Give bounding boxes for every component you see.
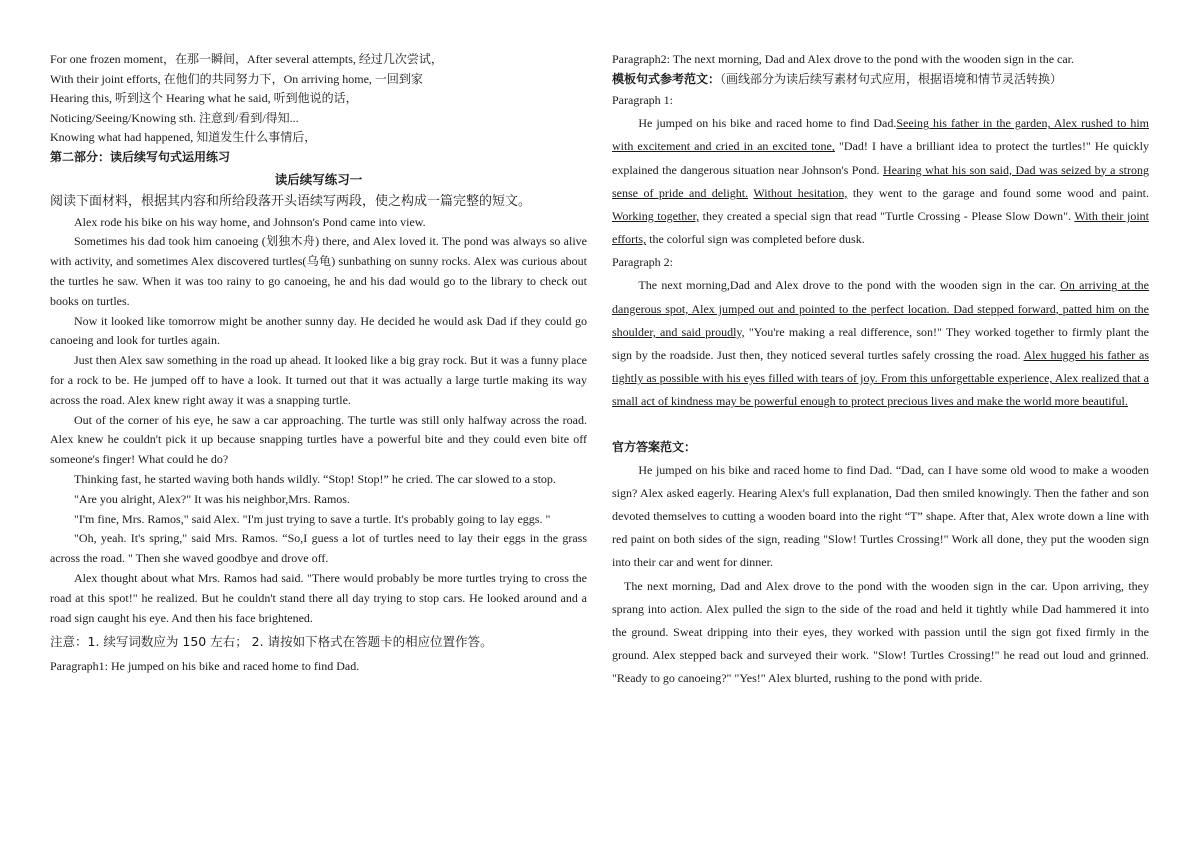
story-paragraph: Now it looked like tomorrow might be another sunny day. He decided he would ask Dad if they could go canoeing and look for turtles again.: [50, 313, 587, 348]
part-two-heading: 第二部分：读后续写句式运用练习: [50, 149, 231, 164]
text-segment: they went to the garage and found some wood and paint.: [847, 185, 1149, 200]
underlined-phrase: Without hesitation,: [753, 185, 848, 200]
left-column: [50, 50, 587, 677]
story-paragraph: Out of the corner of his eye, he saw a car approaching. The turtle was still only halfway across the road. Alex knew he couldn't pick it up because snapping turtles have a powerful bite and they could even bite off someone's finger! What could he do?: [50, 412, 587, 467]
text-segment: He jumped on his bike and raced home to find Dad.: [638, 116, 897, 131]
template-note: （画线部分为读后续写素材句式应用，根据语境和情节灵活转换）: [720, 71, 1063, 86]
phrase-line: For one frozen moment，在那一瞬间，After several attempts, 经过几次尝试，: [50, 52, 443, 66]
story-paragraph: Sometimes his dad took him canoeing (划独木舟) there, and Alex loved it. The pond was always so alive with activity, and sometimes Alex discovered turtles(乌龟) sunbathing on sunny rocks. Alex was curious about the turtles he saw. When it was too rainy to go canoeing, he and his dad would go to the library to check out books on turtles.: [50, 234, 587, 308]
paragraph1-prompt: Paragraph1: He jumped on his bike and raced home to find Dad.: [50, 659, 360, 674]
paragraph1-label: Paragraph 1:: [612, 93, 673, 108]
story-paragraph: "Are you alright, Alex?" It was his neighbor,Mrs. Ramos.: [74, 491, 350, 506]
underlined-phrase: Seeing his father in the garden, Alex rushed to him with excitement and cried in an excited tone,: [612, 116, 1149, 154]
story-paragraph: "Oh, yeah. It's spring," said Mrs. Ramos. “So,I guess a lot of turtles need to lay their eggs in the grass across the road. " Then she waved goodbye and drove off.: [50, 531, 587, 566]
phrase-line: Noticing/Seeing/Knowing sth. 注意到/看到/得知...: [50, 110, 299, 125]
template-paragraph-2: [612, 274, 1149, 413]
underlined-phrase: Alex hugged his father as tightly as possible with his eyes filled with tears of joy. From this unforgettable experience, Alex realized that a small act of kindness may be powerful enough to protect precious lives and make the world more beautiful.: [612, 348, 1149, 409]
paragraph2-label: Paragraph 2:: [612, 255, 673, 270]
underlined-phrase: On arriving at the dangerous spot, Alex jumped out and pointed to the perfect location. Dad stepped forward, patted him on the shoulder, and said proudly,: [612, 278, 1149, 339]
paragraph2-prompt: Paragraph2: The next morning, Dad and Alex drove to the pond with the wooden sign in the car.: [612, 52, 1075, 66]
official-paragraph: The next morning, Dad and Alex drove to the pond with the wooden sign in the car. Upon arriving, they sprang into action. Alex pulled the sign to the side of the road and held it tightly while Dad hammered it into the ground. Sweat dripping into their eyes, they worked with passion until the sign got fixed firmly in the ground. Alex stepped back and surveyed their work. "Slow! Turtles Crossing!" he read out loud and grinned. "Ready to go canoeing?" "Yes!" Alex blurted, rushing to the pond with pride.: [612, 578, 1149, 686]
text-segment: "You're making a real difference, son!" They worked together to firmly plant the sign by the roadside. Just then, they noticed several turtles safely crossing the road.: [612, 324, 1149, 363]
underlined-phrase: Hearing what his son said, Dad was seized by a strong sense of pride and delight.: [612, 162, 1149, 200]
text-segment: the colorful sign was completed before dusk.: [646, 232, 865, 247]
writing-note: 注意：1. 续写词数应为 150 左右； 2. 请按如下格式在答题卡的相应位置作答。: [50, 634, 493, 650]
template-heading: 模板句式参考范文：: [612, 71, 721, 86]
story-paragraph: Alex rode his bike on his way home, and Johnson's Pond came into view.: [74, 214, 426, 229]
phrase-line: Knowing what had happened, 知道发生什么事情后，: [50, 130, 317, 145]
exercise-instruction: 阅读下面材料，根据其内容和所给段落开头语续写两段，使之构成一篇完整的短文。: [50, 193, 532, 209]
phrase-line: With their joint efforts, 在他们的共同努力下，On arriving home, 一回到家: [50, 71, 423, 86]
story-paragraph: Alex thought about what Mrs. Ramos had said. "There would probably be more turtles trying to cross the road at this spot!" he realized. But he couldn't stand there all day trying to stop cars. He looked around and a road sign caught his eye. And then his face brightened.: [50, 570, 587, 625]
story-paragraph: Thinking fast, he started waving both hands wildly. “Stop! Stop!” he cried. The car slowed to a stop.: [74, 471, 556, 486]
story-paragraph: Just then Alex saw something in the road up ahead. It looked like a big gray rock. But it was a funny place for a rock to be. He jumped off to have a look. It turned out that it was actually a large turtle making its way across the road. Alex knew right away it was a snapping turtle.: [50, 353, 587, 407]
exercise-title: 读后续写练习一: [274, 171, 363, 187]
phrase-line: Hearing this, 听到这个 Hearing what he said, 听到他说的话，: [50, 91, 358, 106]
text-segment: The next morning,Dad and Alex drove to the pond with the wooden sign in the car.: [638, 278, 1061, 293]
template-heading-line: [612, 70, 1149, 90]
text-segment: "Dad! I have a brilliant idea to protect the turtles!" He quickly explained the dangerous situation near Johnson's Pond.: [612, 139, 1150, 177]
official-heading: 官方答案范文：: [612, 439, 697, 454]
official-paragraph: He jumped on his bike and raced home to find Dad. “Dad, can I have some old wood to make a wooden sign? Alex asked eagerly. Hearing Alex's full explanation, Dad then smiled knowingly. Then the father and son devoted themselves to cutting a wooden board into the right “T” shape. After that, Alex wrote down a line with red paint on both sides of the sign, reading "Slow! Turtles Crossing!" Work all done, they put the wooden sign into their car and went for dinner.: [612, 462, 1149, 570]
text-segment: they created a special sign that read "Turtle Crossing - Please Slow Down".: [699, 209, 1075, 223]
underlined-phrase: Working together,: [612, 209, 700, 223]
template-paragraph-1: [612, 112, 1149, 251]
story-paragraph: "I'm fine, Mrs. Ramos," said Alex. "I'm just trying to save a turtle. It's probably going to lay eggs. ": [74, 511, 551, 526]
underlined-phrase: With their joint efforts,: [612, 209, 1149, 247]
right-column: [612, 50, 1149, 691]
